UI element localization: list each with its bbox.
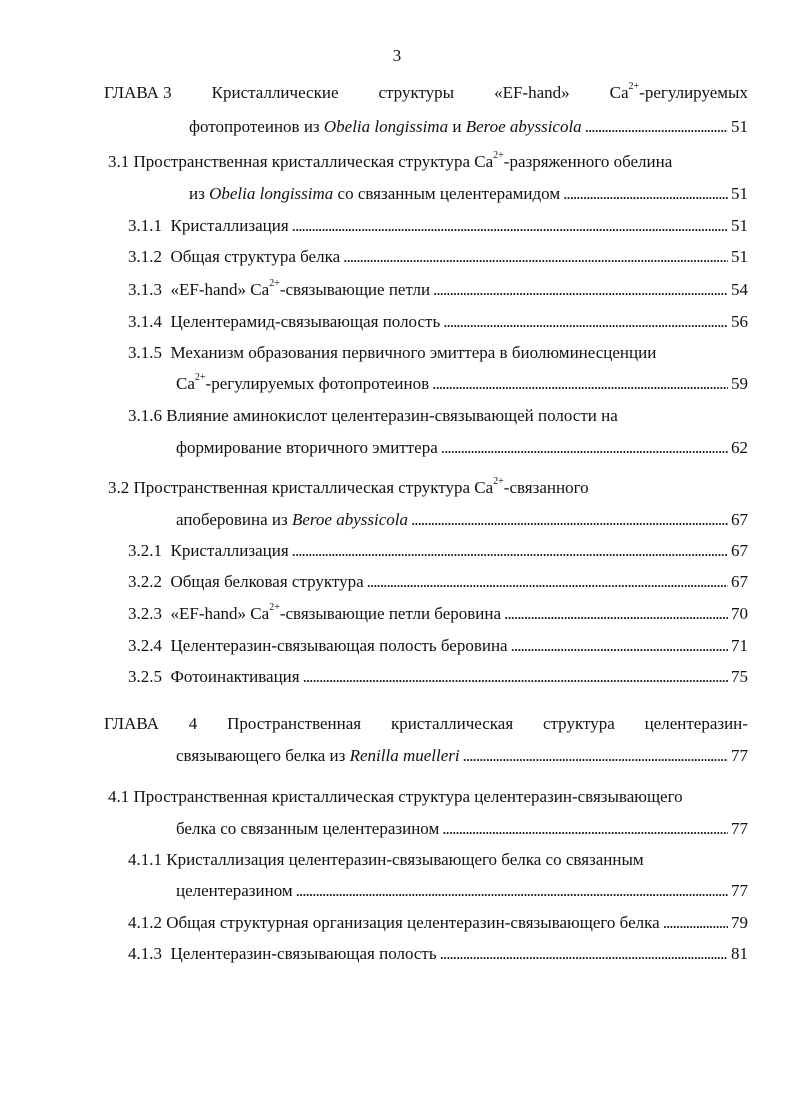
toc-entry-title: формирование вторичного эмиттера bbox=[176, 438, 438, 457]
toc-entry-title: 3.2.4 Целентеразин-связывающая полость беровина bbox=[128, 636, 508, 655]
toc-chapter-3-line-1 bbox=[104, 82, 748, 104]
toc-entry-title: 3.2.2 Общая белковая структура bbox=[128, 572, 364, 591]
dot-leader bbox=[441, 437, 728, 459]
page-number: 3 bbox=[392, 46, 402, 65]
toc-entry-3-1-6-line-1[interactable]: 3.1.6 Влияние аминокислот целентеразин-связывающей полости на bbox=[128, 406, 618, 425]
toc-entry-3-1-4[interactable] bbox=[128, 311, 748, 333]
toc-word: целентеразин- bbox=[644, 714, 748, 733]
toc-entry-title: 3.2.1 Кристаллизация bbox=[128, 541, 289, 560]
chapter-label: ГЛАВА 3 bbox=[104, 83, 172, 102]
toc-section-4-1-line-1[interactable]: 4.1 Пространственная кристаллическая структура целентеразин-связывающего bbox=[108, 787, 683, 806]
toc-page-number: 77 bbox=[731, 746, 748, 765]
toc-chapter-4-line-1 bbox=[104, 713, 748, 735]
dot-leader bbox=[663, 912, 728, 934]
dot-leader bbox=[367, 571, 728, 593]
toc-section-3-2-line-2[interactable] bbox=[176, 509, 748, 531]
toc-entry-title: $Ca^{2+}$-регулируемых фотопротеинов bbox=[176, 372, 430, 393]
chapter-label: ГЛАВА bbox=[104, 714, 159, 733]
toc-entry-title: 3.1.2 Общая структура белка bbox=[128, 247, 341, 266]
toc-entry-title: 4.1.3 Целентеразин-связывающая полость bbox=[128, 944, 437, 963]
toc-entry-3-2-2[interactable] bbox=[128, 571, 748, 593]
dot-leader bbox=[411, 509, 728, 531]
toc-page-number: 67 bbox=[731, 541, 748, 560]
toc-page-number: 79 bbox=[731, 913, 748, 932]
toc-word: кристаллическая bbox=[390, 714, 514, 733]
dot-leader bbox=[292, 215, 728, 237]
toc-page-number: 67 bbox=[731, 572, 748, 591]
toc-entry-3-1-5-line-1[interactable]: 3.1.5 Механизм образования первичного эмиттера в биолюминесценции bbox=[128, 343, 657, 362]
toc-chapter-3-line-2[interactable] bbox=[189, 116, 748, 138]
toc-page-number: 59 bbox=[731, 374, 748, 393]
dot-leader bbox=[563, 183, 728, 205]
toc-entry-title: 3.1.1 Кристаллизация bbox=[128, 216, 289, 235]
toc-section-4-1-line-2[interactable] bbox=[176, 818, 748, 840]
toc-entry-3-2-5[interactable] bbox=[128, 666, 748, 688]
toc-chapter-4-line-2[interactable] bbox=[176, 745, 748, 767]
toc-page-number: 67 bbox=[731, 510, 748, 529]
toc-page-number: 51 bbox=[731, 184, 748, 203]
dot-leader bbox=[440, 943, 728, 965]
toc-word: структура bbox=[543, 714, 615, 733]
dot-leader bbox=[296, 880, 728, 902]
dot-leader bbox=[463, 745, 728, 767]
dot-leader bbox=[433, 279, 728, 301]
toc-entry-3-1-2[interactable] bbox=[128, 246, 748, 268]
toc-word: 4 bbox=[188, 714, 198, 733]
toc-word: Кристаллические bbox=[211, 83, 339, 102]
toc-word: структуры bbox=[378, 83, 455, 102]
dot-leader bbox=[442, 818, 728, 840]
toc-word: Пространственная bbox=[227, 714, 362, 733]
toc-entry-3-2-3[interactable] bbox=[128, 603, 748, 625]
dot-leader bbox=[511, 635, 728, 657]
toc-section-3-2-line-1[interactable]: 3.2 Пространственная кристаллическая структура $Ca^{2+}$-связанного bbox=[108, 476, 589, 497]
toc-page-number: 71 bbox=[731, 636, 748, 655]
toc-entry-title: белка со связанным целентеразином bbox=[176, 819, 440, 838]
dot-leader bbox=[504, 603, 728, 625]
toc-page-number: 51 bbox=[731, 117, 748, 136]
toc-entry-title: 3.1.3 «EF-hand» $Ca^{2+}$-связывающие петли bbox=[128, 278, 431, 299]
dot-leader bbox=[343, 246, 728, 268]
toc-page-number: 51 bbox=[731, 247, 748, 266]
toc-entry-3-1-1[interactable] bbox=[128, 215, 748, 237]
toc-page-number: 70 bbox=[731, 604, 748, 623]
toc-page-number: 81 bbox=[731, 944, 748, 963]
toc-entry-4-1-2[interactable] bbox=[128, 912, 748, 934]
toc-entry-title: из Obelia longissima со связанным целентерамидом bbox=[189, 184, 561, 203]
toc-entry-4-1-3[interactable] bbox=[128, 943, 748, 965]
toc-entry-title: целентеразином bbox=[176, 881, 293, 900]
toc-section-3-1-line-2[interactable] bbox=[189, 183, 748, 205]
toc-page-number: 77 bbox=[731, 881, 748, 900]
dot-leader bbox=[432, 373, 728, 395]
toc-entry-title: 4.1.2 Общая структурная организация целентеразин-связывающего белка bbox=[128, 913, 660, 932]
toc-entry-title: 3.2.3 «EF-hand» $Ca^{2+}$-связывающие петли беровина bbox=[128, 602, 502, 623]
toc-page-number: 51 bbox=[731, 216, 748, 235]
toc-entry-title: 3.1.4 Целентерамид-связывающая полость bbox=[128, 312, 441, 331]
toc-entry-3-2-4[interactable] bbox=[128, 635, 748, 657]
toc-entry-3-1-6-line-2[interactable] bbox=[176, 437, 748, 459]
toc-page-number: 56 bbox=[731, 312, 748, 331]
toc-word: «EF-hand» bbox=[494, 83, 570, 102]
dot-leader bbox=[585, 116, 728, 138]
dot-leader bbox=[443, 311, 728, 333]
toc-entry-4-1-1-line-2[interactable] bbox=[176, 880, 748, 902]
toc-entry-title: апоберовина из Beroe abyssicola bbox=[176, 510, 408, 529]
toc-page-number: 62 bbox=[731, 438, 748, 457]
toc-entry-3-2-1[interactable] bbox=[128, 540, 748, 562]
toc-entry-title: связывающего белка из Renilla muelleri bbox=[176, 746, 460, 765]
dot-leader bbox=[292, 540, 728, 562]
toc-page-number: 75 bbox=[731, 667, 748, 686]
toc-word: $Ca^{2+}$-регулируемых bbox=[609, 81, 748, 102]
toc-entry-title: 3.2.5 Фотоинактивация bbox=[128, 667, 300, 686]
toc-page-number: 54 bbox=[731, 280, 748, 299]
toc-entry-3-1-5-line-2[interactable] bbox=[176, 373, 748, 395]
toc-page-number: 77 bbox=[731, 819, 748, 838]
dot-leader bbox=[303, 666, 728, 688]
toc-entry-title: фотопротеинов из Obelia longissima и Beroe abyssicola bbox=[189, 117, 582, 136]
toc-entry-4-1-1-line-1[interactable]: 4.1.1 Кристаллизация целентеразин-связывающего белка со связанным bbox=[128, 850, 644, 869]
toc-entry-3-1-3[interactable] bbox=[128, 279, 748, 301]
toc-section-3-1-line-1[interactable]: 3.1 Пространственная кристаллическая структура $Ca^{2+}$-разряженного обелина bbox=[108, 150, 673, 171]
